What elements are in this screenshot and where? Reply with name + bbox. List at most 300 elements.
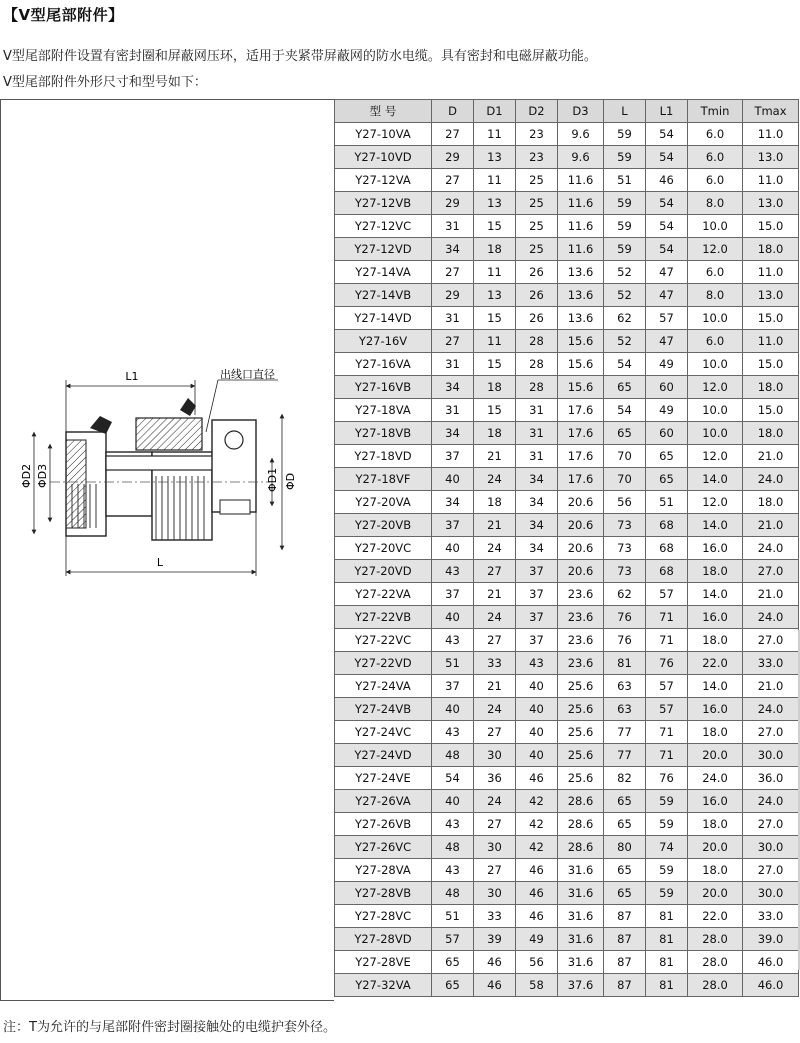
- table-cell: 43: [432, 813, 474, 836]
- table-cell: 20.0: [688, 744, 743, 767]
- table-cell: 65: [432, 974, 474, 997]
- table-cell: 17.6: [558, 445, 604, 468]
- table-cell: 30.0: [743, 882, 799, 905]
- table-cell: 76: [604, 629, 646, 652]
- table-cell: 13.6: [558, 284, 604, 307]
- table-cell: Y27-20VB: [335, 514, 432, 537]
- table-cell: 26: [516, 307, 558, 330]
- table-row: [335, 836, 799, 859]
- table-cell: 37: [432, 514, 474, 537]
- table-cell: 28.6: [558, 836, 604, 859]
- table-cell: Y27-22VA: [335, 583, 432, 606]
- table-cell: 34: [432, 238, 474, 261]
- table-cell: 20.6: [558, 537, 604, 560]
- table-cell: 13: [474, 146, 516, 169]
- table-row: [335, 123, 799, 146]
- table-cell: 57: [646, 698, 688, 721]
- table-cell: 40: [432, 698, 474, 721]
- table-cell: 9.6: [558, 146, 604, 169]
- table-row: [335, 261, 799, 284]
- table-cell: 27: [474, 859, 516, 882]
- table-cell: 28.6: [558, 813, 604, 836]
- table-cell: 31.6: [558, 928, 604, 951]
- table-cell: 60: [646, 422, 688, 445]
- dim-d-label: ΦD: [284, 472, 297, 490]
- table-cell: 25.6: [558, 698, 604, 721]
- table-cell: 49: [646, 399, 688, 422]
- col-header-tmin: Tmin: [688, 100, 743, 123]
- table-cell: 43: [516, 652, 558, 675]
- table-cell: 34: [516, 491, 558, 514]
- table-cell: 20.6: [558, 560, 604, 583]
- table-cell: 59: [646, 859, 688, 882]
- table-cell: 11.6: [558, 215, 604, 238]
- table-cell: 23: [516, 146, 558, 169]
- table-cell: 51: [432, 652, 474, 675]
- table-cell: 34: [516, 537, 558, 560]
- table-cell: 40: [516, 675, 558, 698]
- table-cell: 40: [432, 468, 474, 491]
- table-cell: 15: [474, 399, 516, 422]
- table-cell: 17.6: [558, 422, 604, 445]
- table-cell: 31.6: [558, 905, 604, 928]
- table-cell: 48: [432, 744, 474, 767]
- table-cell: 81: [646, 905, 688, 928]
- table-cell: 81: [646, 974, 688, 997]
- table-cell: 48: [432, 836, 474, 859]
- table-row: [335, 468, 799, 491]
- table-cell: 23.6: [558, 652, 604, 675]
- table-cell: 28: [516, 330, 558, 353]
- table-cell: 62: [604, 583, 646, 606]
- table-cell: 81: [646, 928, 688, 951]
- table-cell: 34: [516, 514, 558, 537]
- table-cell: 20.0: [688, 882, 743, 905]
- table-row: [335, 721, 799, 744]
- table-cell: 12.0: [688, 376, 743, 399]
- table-cell: 59: [604, 146, 646, 169]
- table-cell: 24: [474, 468, 516, 491]
- table-cell: 18.0: [688, 560, 743, 583]
- table-cell: 13.6: [558, 261, 604, 284]
- table-header-row: [335, 100, 799, 123]
- table-cell: 25: [516, 215, 558, 238]
- table-cell: Y27-12VC: [335, 215, 432, 238]
- table-cell: 47: [646, 261, 688, 284]
- table-cell: 28.6: [558, 790, 604, 813]
- table-cell: 18.0: [743, 491, 799, 514]
- table-cell: 23.6: [558, 583, 604, 606]
- table-cell: 81: [604, 652, 646, 675]
- table-cell: 6.0: [688, 330, 743, 353]
- table-cell: Y27-32VA: [335, 974, 432, 997]
- table-cell: 33: [474, 652, 516, 675]
- table-row: [335, 652, 799, 675]
- table-cell: 40: [432, 790, 474, 813]
- table-row: [335, 790, 799, 813]
- table-cell: 18.0: [688, 629, 743, 652]
- table-cell: 58: [516, 974, 558, 997]
- table-cell: 49: [516, 928, 558, 951]
- table-cell: 13.6: [558, 307, 604, 330]
- table-body: [335, 123, 799, 997]
- table-cell: 11.6: [558, 238, 604, 261]
- intro-text: V型尾部附件设置有密封圈和屏蔽网压环，适用于夹紧带屏蔽网的防水电缆。具有密封和电磁屏蔽功能。: [3, 49, 597, 64]
- table-cell: 18: [474, 376, 516, 399]
- table-row: [335, 606, 799, 629]
- table-row: [335, 238, 799, 261]
- table-cell: Y27-28VA: [335, 859, 432, 882]
- table-cell: 18.0: [688, 721, 743, 744]
- table-cell: 46: [516, 882, 558, 905]
- table-cell: Y27-28VE: [335, 951, 432, 974]
- table-cell: 34: [516, 468, 558, 491]
- table-cell: 15.0: [743, 399, 799, 422]
- table-cell: 16.0: [688, 698, 743, 721]
- table-cell: 25: [516, 238, 558, 261]
- table-cell: Y27-24VB: [335, 698, 432, 721]
- table-cell: 42: [516, 790, 558, 813]
- table-cell: 43: [432, 629, 474, 652]
- table-cell: 63: [604, 675, 646, 698]
- table-cell: 27.0: [743, 560, 799, 583]
- table-cell: 65: [604, 790, 646, 813]
- table-cell: 18: [474, 422, 516, 445]
- table-row: [335, 813, 799, 836]
- table-cell: 21.0: [743, 514, 799, 537]
- table-cell: 27: [432, 330, 474, 353]
- table-cell: 27: [474, 560, 516, 583]
- table-cell: 71: [646, 721, 688, 744]
- table-cell: 68: [646, 537, 688, 560]
- table-cell: 21: [474, 675, 516, 698]
- table-cell: 51: [604, 169, 646, 192]
- table-cell: 39: [474, 928, 516, 951]
- table-row: [335, 399, 799, 422]
- table-cell: 18.0: [688, 859, 743, 882]
- table-cell: 29: [432, 192, 474, 215]
- table-cell: Y27-14VA: [335, 261, 432, 284]
- table-cell: 52: [604, 330, 646, 353]
- table-cell: 11: [474, 169, 516, 192]
- table-cell: 40: [516, 698, 558, 721]
- table-cell: 51: [432, 905, 474, 928]
- table-cell: 30: [474, 744, 516, 767]
- table-row: [335, 491, 799, 514]
- table-row: [335, 376, 799, 399]
- table-cell: 28.0: [688, 974, 743, 997]
- table-cell: 57: [432, 928, 474, 951]
- table-cell: 36.0: [743, 767, 799, 790]
- dim-l1-label: L1: [125, 370, 139, 383]
- table-cell: 13: [474, 284, 516, 307]
- table-cell: 15.0: [743, 307, 799, 330]
- table-cell: 10.0: [688, 307, 743, 330]
- page-title: 【V型尾部附件】: [3, 6, 124, 24]
- table-row: [335, 744, 799, 767]
- table-cell: 24: [474, 790, 516, 813]
- dim-l-label: L: [156, 556, 164, 569]
- table-cell: 20.0: [688, 836, 743, 859]
- table-cell: 87: [604, 951, 646, 974]
- table-cell: 15.6: [558, 353, 604, 376]
- table-cell: 21: [474, 583, 516, 606]
- table-cell: 28.0: [688, 928, 743, 951]
- table-cell: 60: [646, 376, 688, 399]
- table-cell: 15: [474, 215, 516, 238]
- table-cell: 27.0: [743, 629, 799, 652]
- table-row: [335, 905, 799, 928]
- table-cell: 37: [432, 583, 474, 606]
- table-cell: 76: [646, 767, 688, 790]
- table-cell: 31: [516, 445, 558, 468]
- table-row: [335, 928, 799, 951]
- table-cell: 80: [604, 836, 646, 859]
- table-cell: 17.6: [558, 399, 604, 422]
- table-cell: 87: [604, 905, 646, 928]
- table-cell: 11.0: [743, 123, 799, 146]
- table-row: [335, 284, 799, 307]
- table-cell: 13: [474, 192, 516, 215]
- table-row: [335, 146, 799, 169]
- table-cell: Y27-26VB: [335, 813, 432, 836]
- table-cell: 71: [646, 629, 688, 652]
- table-cell: Y27-16VB: [335, 376, 432, 399]
- table-cell: Y27-12VB: [335, 192, 432, 215]
- table-row: [335, 445, 799, 468]
- table-cell: 76: [604, 606, 646, 629]
- table-cell: 34: [432, 376, 474, 399]
- table-cell: 25.6: [558, 675, 604, 698]
- table-cell: 54: [432, 767, 474, 790]
- table-cell: 27: [432, 261, 474, 284]
- table-cell: 54: [604, 399, 646, 422]
- table-cell: 73: [604, 514, 646, 537]
- table-cell: 33.0: [743, 905, 799, 928]
- table-cell: Y27-22VB: [335, 606, 432, 629]
- table-cell: 74: [646, 836, 688, 859]
- table-cell: 11.0: [743, 330, 799, 353]
- table-cell: 24: [474, 606, 516, 629]
- table-cell: 37: [516, 560, 558, 583]
- table-cell: 24: [474, 537, 516, 560]
- table-cell: 18.0: [743, 376, 799, 399]
- table-row: [335, 951, 799, 974]
- table-cell: Y27-12VA: [335, 169, 432, 192]
- table-cell: 12.0: [688, 238, 743, 261]
- table-row: [335, 330, 799, 353]
- table-cell: 37: [516, 629, 558, 652]
- table-cell: 15.0: [743, 353, 799, 376]
- table-cell: 27: [474, 721, 516, 744]
- table-cell: 16.0: [688, 606, 743, 629]
- dim-d1-label: ΦD1: [266, 467, 279, 492]
- table-cell: 18: [474, 491, 516, 514]
- footnote: 注：T为允许的与尾部附件密封圈接触处的电缆护套外径。: [3, 1020, 336, 1035]
- table-cell: 54: [646, 215, 688, 238]
- table-cell: Y27-18VF: [335, 468, 432, 491]
- table-row: [335, 859, 799, 882]
- table-cell: 27: [432, 169, 474, 192]
- table-cell: 30.0: [743, 836, 799, 859]
- table-cell: 29: [432, 146, 474, 169]
- table-cell: 27: [432, 123, 474, 146]
- table-cell: 40: [432, 537, 474, 560]
- table-row: [335, 353, 799, 376]
- table-cell: 14.0: [688, 675, 743, 698]
- dim-d2-label: ΦD2: [20, 463, 33, 488]
- table-cell: 48: [432, 882, 474, 905]
- table-cell: 28: [516, 353, 558, 376]
- table-cell: 29: [432, 284, 474, 307]
- table-cell: 33.0: [743, 652, 799, 675]
- table-cell: Y27-14VD: [335, 307, 432, 330]
- table-cell: Y27-18VB: [335, 422, 432, 445]
- table-cell: 27.0: [743, 813, 799, 836]
- table-cell: 12.0: [688, 491, 743, 514]
- table-cell: Y27-10VA: [335, 123, 432, 146]
- table-cell: 28: [516, 376, 558, 399]
- table-cell: 65: [646, 445, 688, 468]
- table-cell: 6.0: [688, 146, 743, 169]
- table-cell: 25.6: [558, 721, 604, 744]
- table-cell: 21: [474, 445, 516, 468]
- table-cell: 8.0: [688, 192, 743, 215]
- table-cell: 17.6: [558, 468, 604, 491]
- table-cell: 16.0: [688, 537, 743, 560]
- table-cell: 65: [604, 422, 646, 445]
- table-cell: 33: [474, 905, 516, 928]
- table-cell: 46: [646, 169, 688, 192]
- table-row: [335, 169, 799, 192]
- table-cell: 30.0: [743, 744, 799, 767]
- table-cell: 46.0: [743, 974, 799, 997]
- table-cell: Y27-26VC: [335, 836, 432, 859]
- table-row: [335, 675, 799, 698]
- table-cell: 22.0: [688, 652, 743, 675]
- table-cell: 10.0: [688, 399, 743, 422]
- col-header-model: 型 号: [335, 100, 432, 123]
- table-cell: 42: [516, 813, 558, 836]
- table-row: [335, 629, 799, 652]
- table-cell: 14.0: [688, 514, 743, 537]
- table-cell: 11.0: [743, 169, 799, 192]
- table-cell: 31: [516, 399, 558, 422]
- table-cell: 25: [516, 169, 558, 192]
- table-cell: 77: [604, 744, 646, 767]
- col-header-d3: D3: [558, 100, 604, 123]
- table-cell: 46: [474, 974, 516, 997]
- table-cell: 24: [474, 698, 516, 721]
- table-row: [335, 882, 799, 905]
- table-cell: 24.0: [743, 790, 799, 813]
- table-cell: 63: [604, 698, 646, 721]
- table-cell: 31.6: [558, 951, 604, 974]
- table-cell: 49: [646, 353, 688, 376]
- col-header-l: L: [604, 100, 646, 123]
- table-cell: Y27-24VE: [335, 767, 432, 790]
- table-cell: Y27-26VA: [335, 790, 432, 813]
- table-cell: 25: [516, 192, 558, 215]
- table-cell: 21.0: [743, 445, 799, 468]
- table-cell: 57: [646, 675, 688, 698]
- table-cell: 15.0: [743, 215, 799, 238]
- table-cell: 65: [604, 813, 646, 836]
- table-cell: 30: [474, 836, 516, 859]
- table-cell: 37: [432, 675, 474, 698]
- table-cell: 70: [604, 468, 646, 491]
- col-header-tmax: Tmax: [743, 100, 799, 123]
- table-cell: 31.6: [558, 882, 604, 905]
- table-cell: 11.0: [743, 261, 799, 284]
- table-cell: 31: [432, 307, 474, 330]
- table-cell: 65: [604, 882, 646, 905]
- table-cell: Y27-22VD: [335, 652, 432, 675]
- table-cell: 57: [646, 307, 688, 330]
- table-cell: Y27-24VA: [335, 675, 432, 698]
- table-cell: 11: [474, 330, 516, 353]
- table-cell: 54: [604, 353, 646, 376]
- table-cell: 24.0: [743, 698, 799, 721]
- table-cell: 43: [432, 560, 474, 583]
- table-cell: 23: [516, 123, 558, 146]
- dim-d3-label: ΦD3: [36, 463, 49, 488]
- table-cell: 40: [516, 744, 558, 767]
- table-cell: 6.0: [688, 261, 743, 284]
- table-cell: 37: [432, 445, 474, 468]
- table-row: [335, 974, 799, 997]
- table-cell: 28.0: [688, 951, 743, 974]
- table-cell: 27.0: [743, 721, 799, 744]
- table-cell: 31: [432, 215, 474, 238]
- table-cell: 11.6: [558, 192, 604, 215]
- table-row: [335, 422, 799, 445]
- table-cell: 37: [516, 606, 558, 629]
- table-cell: 27: [474, 629, 516, 652]
- table-cell: 21.0: [743, 583, 799, 606]
- table-row: [335, 215, 799, 238]
- table-cell: 73: [604, 537, 646, 560]
- table-cell: 24.0: [743, 468, 799, 491]
- table-cell: 57: [646, 583, 688, 606]
- table-cell: 59: [604, 192, 646, 215]
- table-cell: 26: [516, 261, 558, 284]
- table-cell: 73: [604, 560, 646, 583]
- table-cell: 31.6: [558, 859, 604, 882]
- table-cell: 16.0: [688, 790, 743, 813]
- table-cell: 56: [516, 951, 558, 974]
- table-cell: 47: [646, 284, 688, 307]
- table-cell: 15: [474, 307, 516, 330]
- table-cell: 59: [604, 123, 646, 146]
- table-cell: 65: [432, 951, 474, 974]
- table-cell: 47: [646, 330, 688, 353]
- table-cell: 21: [474, 514, 516, 537]
- table-cell: 59: [646, 882, 688, 905]
- table-cell: 42: [516, 836, 558, 859]
- table-cell: 18.0: [743, 238, 799, 261]
- table-cell: 71: [646, 744, 688, 767]
- table-cell: 81: [646, 951, 688, 974]
- table-cell: 46: [474, 951, 516, 974]
- table-cell: 46.0: [743, 951, 799, 974]
- table-cell: 15.6: [558, 376, 604, 399]
- table-cell: Y27-12VD: [335, 238, 432, 261]
- table-cell: 87: [604, 974, 646, 997]
- table-cell: 12.0: [688, 445, 743, 468]
- table-cell: 20.6: [558, 491, 604, 514]
- table-cell: 24.0: [688, 767, 743, 790]
